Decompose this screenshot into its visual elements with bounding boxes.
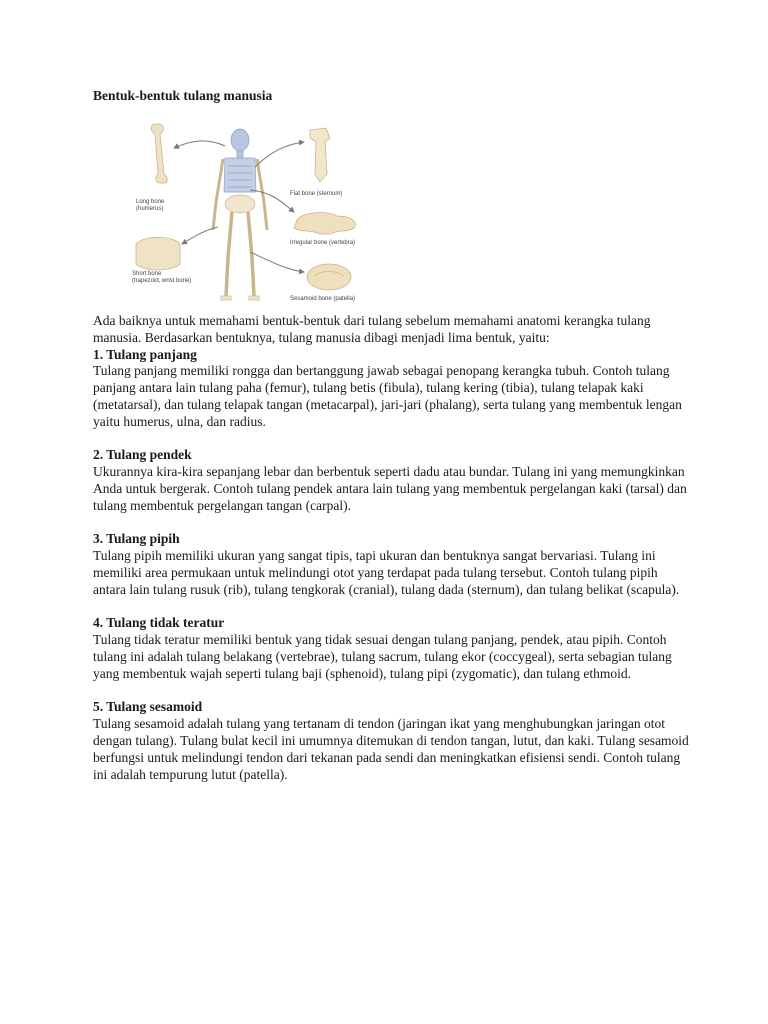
short-bone-label: Short bone [132,271,162,277]
section-text: Tulang pipih memiliki ukuran yang sangat tipis, tapi ukuran dan bentuknya sangat bervariasi. Tulang ini memiliki area permukaan untuk melindungi otot yang terdapat pada tulang tersebut. Contoh tulang pipih antara lain tulang rusuk (rib), tulang tengkorak (cranial), tulang dada (sternum), dan tulang belikat (scapula). [93,548,680,597]
section-heading: 1. Tulang panjang [93,346,197,362]
section-text: Tulang tidak teratur memiliki bentuk yang tidak sesuai dengan tulang panjang, pendek, atau pipih. Contoh tulang ini adalah tulang belakang (vertebrae), tulang sacrum, tulang ekor (coccygeal), serta sebagian tulang yang membentuk wajah seperti tulang baji (sphenoid), tulang pipi (zygomatic), dan tulang ethmoid. [93,632,672,681]
irregular-bone-vertebra-image [294,213,355,234]
intro-paragraph: Ada baiknya untuk memahami bentuk-bentuk dari tulang sebelum memahami anatomi kerangka tulang manusia. Berdasarkan bentuknya, tulang manusia dibagi menjadi lima bentuk, yaitu: [93,313,651,345]
sesamoid-bone-label: Sesamoid bone (patella) [290,296,356,302]
skeleton-image [213,129,267,300]
section-heading: 3. Tulang pipih [93,531,180,547]
document-body [93,313,693,783]
flat-bone-label: Flat bone (sternum) [290,191,343,197]
long-bone-label: Long bone [136,199,165,205]
section-text: Tulang sesamoid adalah tulang yang tertanam di tendon (jaringan ikat yang menghubungkan jaringan otot dengan tulang). Tulang bulat kecil ini umumnya ditemukan di tendon tangan, lutut, dan kaki. Tulang sesamoid berfungsi untuk melindungi tendon dari tekanan pada sendi dan meningkatkan efisiensi sendi. Contoh tulang ini adalah tempurung lutut (patella). [93,716,689,782]
section-irregular-bone [93,615,693,682]
section-long-bone [93,347,693,431]
bone-shapes-illustration [122,112,372,307]
section-short-bone [93,447,693,514]
section-heading: 5. Tulang sesamoid [93,699,203,715]
section-text: Tulang panjang memiliki rongga dan bertanggung jawab sebagai penopang kerangka tubuh. Contoh tulang panjang antara lain tulang paha (femur), tulang betis (fibula), tulang kering (tibia), tulang telapak kaki (metatarsal), dan tulang telapak tangan (metacarpal), jari-jari (phalang), serta tulang yang membentuk lengan yaitu humerus, ulna, dan radius. [93,363,682,429]
document-title: Bentuk-bentuk tulang manusia [93,88,273,103]
section-sesamoid-bone [93,699,693,783]
bone-shapes-figure [122,112,372,307]
sesamoid-bone-patella-image [307,264,351,290]
long-bone-sublabel: (humerus) [136,206,164,212]
section-heading: 2. Tulang pendek [93,447,192,463]
section-flat-bone [93,531,693,598]
irregular-bone-label: Irregular bone (vertebra) [290,240,356,246]
section-heading: 4. Tulang tidak teratur [93,615,225,631]
section-text: Ukurannya kira-kira sepanjang lebar dan berbentuk seperti dadu atau bundar. Tulang ini yang memungkinkan Anda untuk bergerak. Contoh tulang pendek antara lain tulang yang membentuk pergelangan kaki (tarsal) dan tulang membentuk pergelangan tangan (carpal). [93,464,687,513]
long-bone-humerus-image [151,124,167,183]
short-bone-trapezoid-image [136,237,180,270]
short-bone-sublabel: (trapezoid, wrist bone) [132,278,192,284]
flat-bone-sternum-image [310,128,330,182]
